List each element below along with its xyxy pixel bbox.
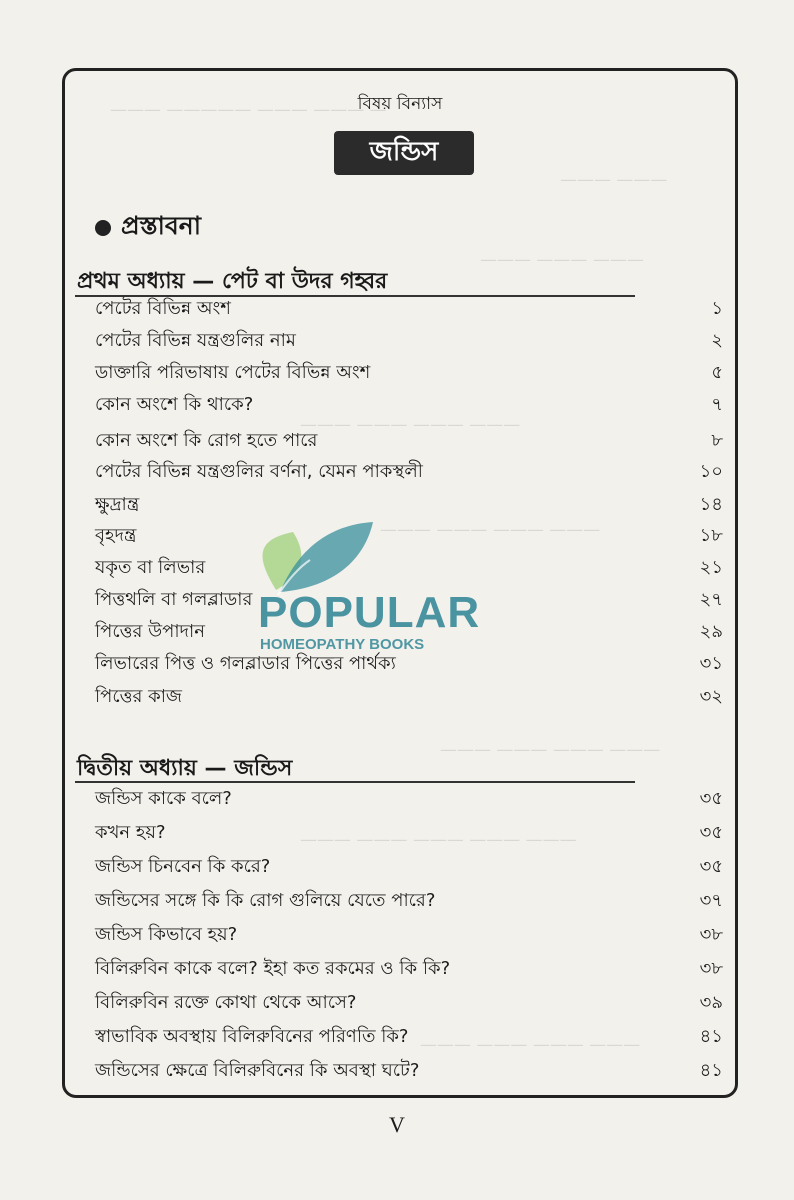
entry-page: ২ [711, 329, 723, 351]
watermark-name: POPULAR [258, 588, 481, 637]
entry-page: ৩৫ [699, 855, 723, 877]
entry-label: জন্ডিসের সঙ্গে কি কি রোগ গুলিয়ে যেতে পারে? [95, 889, 436, 911]
entry-page: ৩৯ [699, 991, 723, 1013]
toc-entry [95, 853, 723, 881]
entry-page: ৩৫ [699, 821, 723, 843]
entry-page: ২৭ [699, 588, 723, 610]
publisher-watermark [198, 470, 538, 670]
entry-label: পিত্তের কাজ [95, 685, 183, 707]
entry-label: জন্ডিস চিনবেন কি করে? [95, 855, 271, 877]
entry-page: ৩৮ [699, 957, 723, 979]
entry-label: বিলিরুবিন কাকে বলে? ইহা কত রকমের ও কি কি? [95, 957, 451, 979]
entry-label: বৃহদন্ত্র [95, 524, 137, 546]
entry-page: ৩৮ [699, 923, 723, 945]
entry-page: ৩২ [699, 685, 723, 707]
toc-entry [95, 1057, 723, 1085]
intro-label: প্রস্তাবনা [121, 211, 201, 240]
page-number: V [389, 1112, 405, 1137]
entry-label: যকৃত বা লিভার [95, 556, 206, 578]
contents-heading: বিষয় বিন্যাস [357, 94, 443, 114]
toc-entry [95, 1023, 723, 1051]
toc-entry [95, 819, 723, 847]
toc-entry [95, 359, 723, 387]
entry-page: ৭ [711, 393, 723, 415]
chapter-title: প্রথম অধ্যায় — পেট বা উদর গহ্বর [77, 269, 388, 294]
book-title-box [334, 131, 474, 175]
entry-label: কোন অংশে কি রোগ হতে পারে [95, 429, 318, 451]
entry-page: ৪১ [699, 1059, 723, 1081]
toc-entry [95, 921, 723, 949]
entry-label: পেটের বিভিন্ন যন্ত্রগুলির নাম [95, 329, 296, 351]
bullet-icon [95, 220, 111, 236]
entry-label: পিত্তথলি বা গলব্লাডার [95, 588, 253, 610]
toc-entry [95, 887, 723, 915]
entry-label: ক্ষুদ্রান্ত্র [95, 493, 140, 515]
entry-page: ৫ [711, 361, 723, 383]
entry-label: জন্ডিস কাকে বলে? [95, 787, 232, 809]
entry-label: জন্ডিস কিভাবে হয়? [95, 923, 238, 945]
entry-label: লিভারের পিত্ত ও গলব্লাডার পিত্তের পার্থক্য [95, 652, 396, 674]
entry-page: ১৮ [699, 524, 723, 546]
entry-page: ৩৭ [699, 889, 723, 911]
toc-entry [95, 295, 723, 323]
watermark-subtitle: HOMEOPATHY BOOKS [260, 636, 425, 653]
entry-page: ১৪ [699, 493, 723, 515]
toc-entry [95, 683, 723, 711]
toc-entry [95, 785, 723, 813]
entry-label: কোন অংশে কি থাকে? [95, 393, 254, 415]
toc-entry [95, 327, 723, 355]
entry-page: ২১ [699, 556, 723, 578]
entry-page: ১০ [699, 460, 723, 482]
entry-page: ৮ [711, 429, 723, 451]
entry-label: স্বাভাবিক অবস্থায় বিলিরুবিনের পরিণতি কি? [95, 1025, 409, 1047]
entry-label: কখন হয়? [95, 821, 166, 843]
toc-entry [95, 955, 723, 983]
entry-label: পেটের বিভিন্ন অংশ [95, 297, 231, 319]
entry-label: পিত্তের উপাদান [95, 620, 205, 642]
entry-label: বিলিরুবিন রক্তে কোথা থেকে আসে? [95, 991, 357, 1013]
book-title: জন্ডিস [369, 137, 439, 167]
toc-entry [95, 391, 723, 419]
entry-label: জন্ডিসের ক্ষেত্রে বিলিরুবিনের কি অবস্থা ঘটে? [95, 1059, 420, 1081]
entry-page: ২৯ [699, 620, 723, 642]
entry-label: ডাক্তারি পরিভাষায় পেটের বিভিন্ন অংশ [95, 361, 371, 383]
chapter-title: দ্বিতীয় অধ্যায় — জন্ডিস [77, 756, 293, 781]
entry-page: ৩১ [699, 652, 723, 674]
entry-page: ৩৫ [699, 787, 723, 809]
entry-label: পেটের বিভিন্ন যন্ত্রগুলির বর্ণনা, যেমন পাকস্থলী [95, 460, 423, 482]
entry-page: ১ [711, 297, 723, 319]
intro-section [95, 206, 201, 249]
toc-entry [95, 427, 723, 455]
toc-entry [95, 989, 723, 1017]
entry-page: ৪১ [699, 1025, 723, 1047]
